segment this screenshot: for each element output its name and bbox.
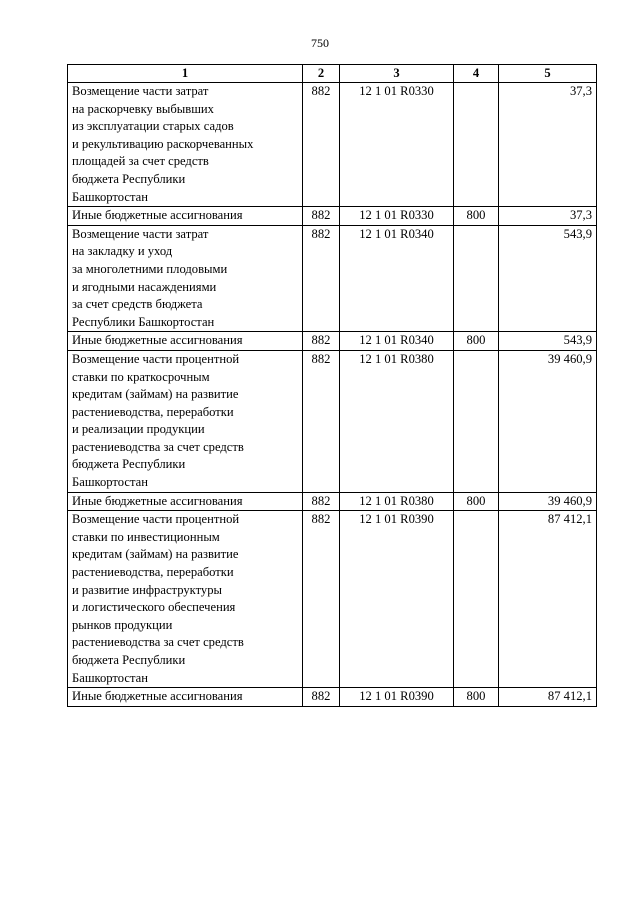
row-csr: 12 1 01 R0390 — [340, 688, 454, 707]
table-row — [68, 688, 597, 707]
row-amount: 87 412,1 — [499, 688, 597, 707]
row-vr: 800 — [454, 207, 499, 226]
row-vr: 800 — [454, 492, 499, 511]
row-gr: 882 — [303, 225, 340, 332]
header-col-2: 2 — [303, 65, 340, 83]
row-csr: 12 1 01 R0340 — [340, 225, 454, 332]
row-gr: 882 — [303, 511, 340, 688]
header-col-5: 5 — [499, 65, 597, 83]
row-amount: 543,9 — [499, 225, 597, 332]
row-name: Возмещение части затрат на закладку и уход за многолетними плодовыми и ягодными насаждениями за счет средств бюджета Республики Башкортостан — [68, 225, 303, 332]
row-vr — [454, 83, 499, 207]
page-number: 750 — [311, 36, 329, 50]
row-csr: 12 1 01 R0340 — [340, 332, 454, 351]
row-name: Возмещение части затрат на раскорчевку выбывших из эксплуатации старых садов и рекультивацию раскорчеванных площадей за счет средств бюджета Республики Башкортостан — [68, 83, 303, 207]
row-csr: 12 1 01 R0330 — [340, 207, 454, 226]
budget-table — [67, 64, 597, 707]
row-name: Возмещение части процентной ставки по инвестиционным кредитам (займам) на развитие растениеводства, переработки и развитие инфраструктуры и логистического обеспечения рынков продукции растениеводства за счет средств бюджета Республики Башкортостан — [68, 511, 303, 688]
header-col-1: 1 — [68, 65, 303, 83]
row-amount: 39 460,9 — [499, 492, 597, 511]
row-csr: 12 1 01 R0330 — [340, 83, 454, 207]
row-vr: 800 — [454, 332, 499, 351]
row-name: Возмещение части процентной ставки по краткосрочным кредитам (займам) на развитие растениеводства, переработки и реализации продукции растениеводства за счет средств бюджета Республики Башкортостан — [68, 350, 303, 492]
row-csr: 12 1 01 R0380 — [340, 492, 454, 511]
table-row — [68, 492, 597, 511]
table-row — [68, 83, 597, 207]
table-row — [68, 225, 597, 332]
row-vr: 800 — [454, 688, 499, 707]
header-col-3: 3 — [340, 65, 454, 83]
row-vr — [454, 225, 499, 332]
row-csr: 12 1 01 R0380 — [340, 350, 454, 492]
header-row — [68, 65, 597, 83]
row-amount: 37,3 — [499, 207, 597, 226]
table-row — [68, 511, 597, 688]
row-gr: 882 — [303, 207, 340, 226]
row-gr: 882 — [303, 83, 340, 207]
row-vr — [454, 511, 499, 688]
row-gr: 882 — [303, 688, 340, 707]
row-vr — [454, 350, 499, 492]
row-name: Иные бюджетные ассигнования — [68, 492, 303, 511]
row-csr: 12 1 01 R0390 — [340, 511, 454, 688]
row-gr: 882 — [303, 492, 340, 511]
row-amount: 543,9 — [499, 332, 597, 351]
table-row — [68, 332, 597, 351]
row-amount: 39 460,9 — [499, 350, 597, 492]
row-gr: 882 — [303, 332, 340, 351]
row-amount: 37,3 — [499, 83, 597, 207]
row-name: Иные бюджетные ассигнования — [68, 332, 303, 351]
row-gr: 882 — [303, 350, 340, 492]
row-amount: 87 412,1 — [499, 511, 597, 688]
row-name: Иные бюджетные ассигнования — [68, 207, 303, 226]
header-col-4: 4 — [454, 65, 499, 83]
table-row — [68, 207, 597, 226]
row-name: Иные бюджетные ассигнования — [68, 688, 303, 707]
table-row — [68, 350, 597, 492]
